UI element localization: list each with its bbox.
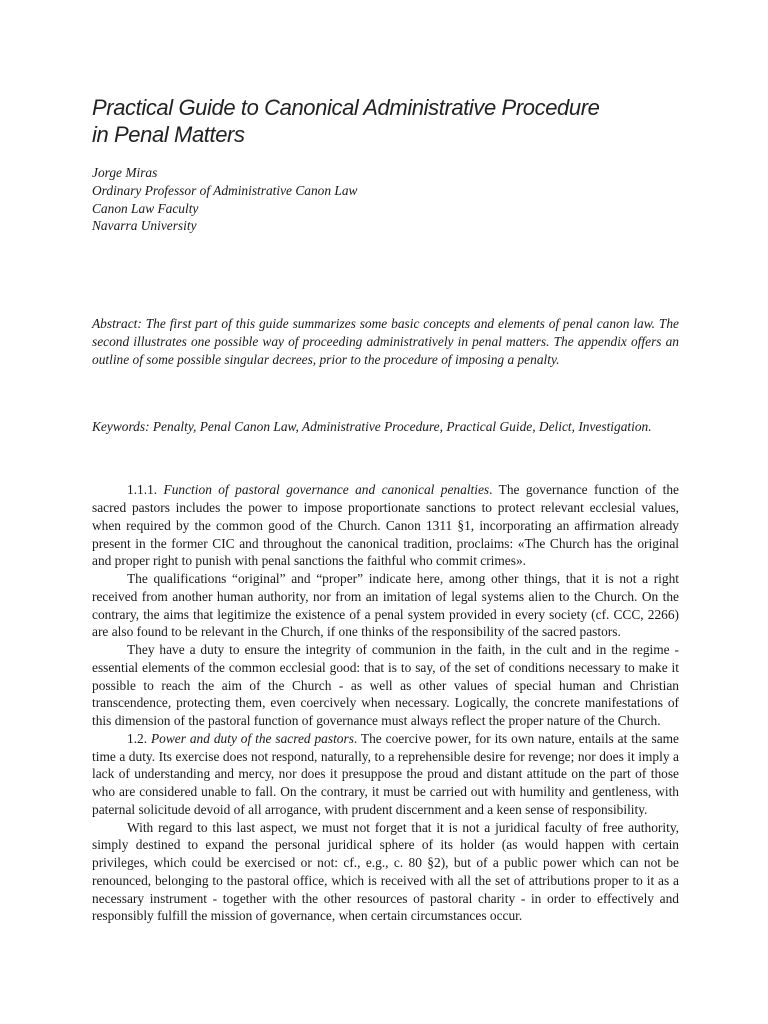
keywords: Keywords: Penalty, Penal Canon Law, Administrative Procedure, Practical Guide, Delict, Investigation.	[92, 418, 652, 434]
paragraph	[92, 641, 679, 730]
paragraph-text: The qualifications “original” and “proper” indicate here, among other things, that it is not a right received from another human authority, nor from an imitation of legal systems alien to the Church. On the contrary, the aims that legitimize the existence of a penal system provided in every society (cf. CCC, 2266) are also found to be relevant in the Church, if one thinks of the responsibility of the sacred pastors.	[92, 571, 679, 640]
author-faculty: Canon Law Faculty	[92, 200, 199, 216]
paragraph-text: They have a duty to ensure the integrity of communion in the faith, in the cult and in the regime - essential elements of the common ecclesial good: that is to say, of the set of conditions necessary to make it possible to reach the aim of the Church - as well as other values of special human and Christian transcendence, protecting them, even coercively when necessary. Logically, the concrete manifestations of this dimension of the pastoral function of governance must always reflect the proper nature of the Church.	[92, 642, 679, 729]
title-line-1: Practical Guide to Canonical Administrative Procedure	[92, 95, 600, 120]
section-heading: Power and duty of the sacred pastors	[151, 730, 354, 746]
title-line-2: in Penal Matters	[92, 122, 245, 147]
paragraph-text: With regard to this last aspect, we must not forget that it is not a juridical faculty of free authority, simply destined to expand the personal juridical sphere of its holder (as would happen with certain privileges, which could be exercised or not: cf., e.g., c. 80 §2), but of a public power which can not be renounced, belonging to the pastoral office, which is received with all the set of attributions proper to it as a necessary instrument - together with the other resources of pastoral charity - in order to effectively and responsibly fulfill the mission of governance, when certain circumstances occur.	[92, 819, 679, 924]
section-number: 1.1.1.	[127, 482, 164, 498]
document-page	[92, 94, 679, 925]
author-name: Jorge Miras	[92, 165, 158, 180]
author-position: Ordinary Professor of Administrative Canon Law	[92, 182, 358, 198]
abstract: Abstract: The first part of this guide summarizes some basic concepts and elements of penal canon law. The second illustrates one possible way of proceeding administratively in penal matters. The appendix offers an outline of some possible singular decrees, prior to the procedure of imposing a penalty.	[92, 316, 679, 367]
section-heading: Function of pastoral governance and canonical penalties	[163, 482, 490, 498]
paragraph	[92, 570, 679, 641]
paragraph-text: . The governance function of the sacred pastors includes the power to impose proportionate sanctions to protect relevant ecclesial values, when required by the common good of the Church. Canon 1311 §1, incorporating an affirmation already present in the former CIC and throughout the canonical tradition, proclaims: «The Church has the original and proper right to punish with penal sanctions the faithful who commit crimes».	[92, 482, 679, 569]
section-number: 1.2.	[127, 730, 151, 746]
paragraph-text: . The coercive power, for its own nature, entails at the same time a duty. Its exercise does not respond, naturally, to a reprehensible desire for revenge; nor does it imply a lack of understanding and mercy, nor does it presuppose the proud and distant attitude on the part of those who are considered unable to fall. On the contrary, it must be carried out with humility and gentleness, with paternal solicitude devoid of all arrogance, with prudent discernment and a keen sense of responsibility.	[92, 730, 679, 817]
document-title	[92, 94, 679, 148]
author-block	[92, 164, 679, 235]
paragraph	[92, 819, 679, 926]
author-university: Navarra University	[92, 218, 197, 234]
paragraph-1-1-1	[92, 481, 679, 570]
body-text	[92, 481, 679, 925]
paragraph-1-2	[92, 730, 679, 819]
